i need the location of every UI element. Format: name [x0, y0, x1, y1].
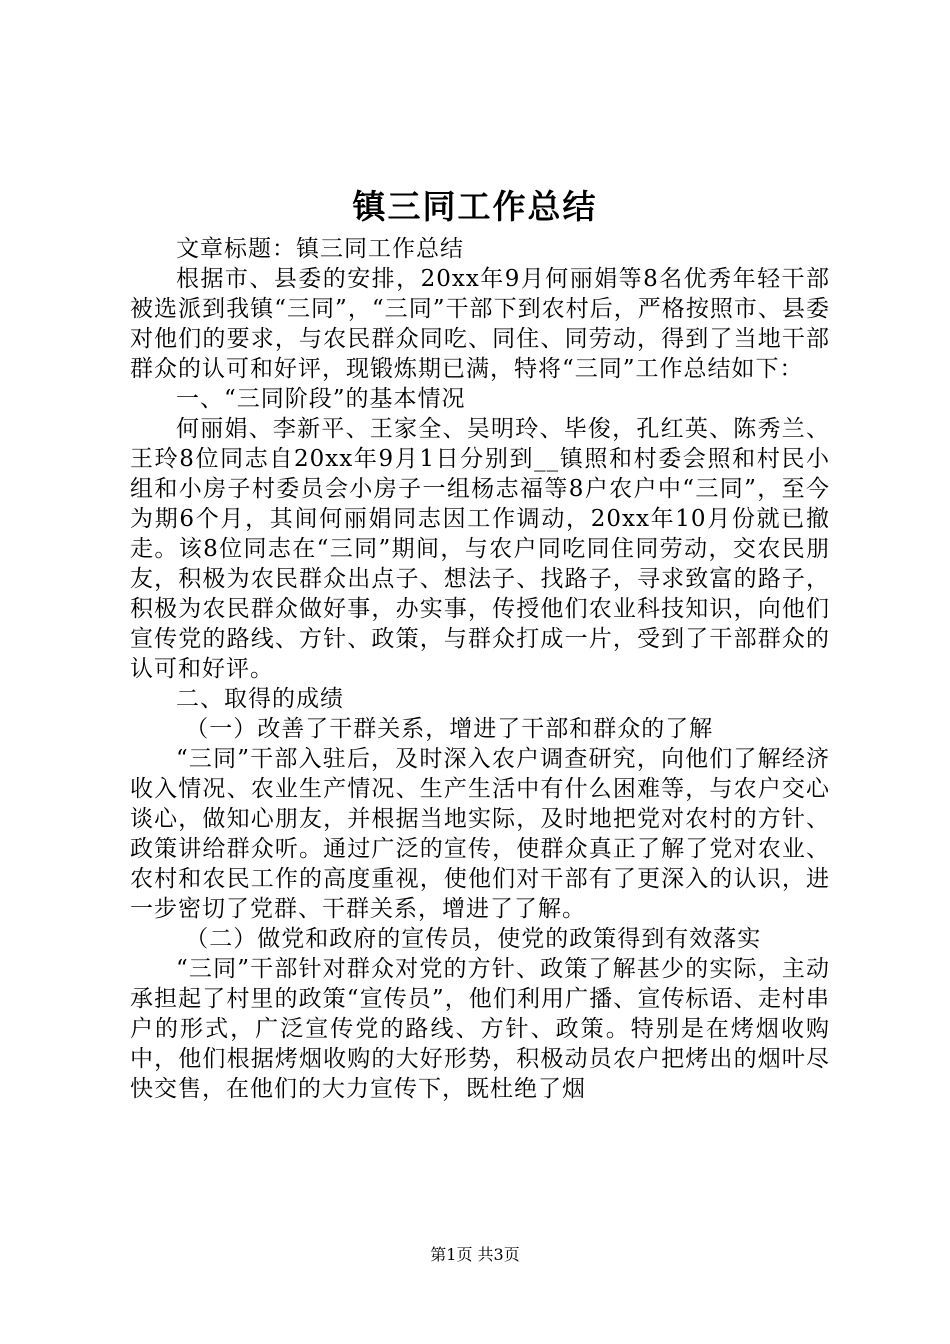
section-heading-2: 二、取得的成绩	[176, 686, 344, 712]
article-title-line: 文章标题：镇三同工作总结	[176, 236, 464, 262]
section-heading-1: 一、“三同阶段”的基本情况	[176, 386, 466, 412]
subsection-1-paragraph: “三同”干部入驻后，及时深入农户调查研究，向他们了解经济收入情况、农业生产情况、生产生活中有什么困难等，与农户交心谈心，做知心朋友，并根据当地实际，及时地把党对农村的方针、政策讲给群众听。通过广泛的宣传，使群众真正了解了党对农业、农村和农民工作的高度重视，使他们对干部有了更深入的认识，进一步密切了党群、干群关系，增进了了解。	[130, 746, 830, 922]
document-title: 镇三同工作总结	[352, 187, 598, 226]
section-1-paragraph: 何丽娟、李新平、王家全、吴明玲、毕俊，孔红英、陈秀兰、王玲8位同志自20xx年9月1日分别到__镇照和村委会照和村民小组和小房子村委员会小房子一组杨志福等8户农户中“三同”，至今为期6个月，其间何丽娟同志因工作调动，20xx年10月份就已撤走。该8位同志在“三同”期间，与农户同吃同住同劳动，交农民朋友，积极为农民群众出点子、想法子、找路子，寻求致富的路子，积极为农民群众做好事，办实事，传授他们农业科技知识，向他们宣传党的路线、方针、政策，与群众打成一片，受到了干部群众的认可和好评。	[130, 416, 830, 682]
subsection-heading-2: （二）做党和政府的宣传员，使党的政策得到有效落实	[185, 926, 762, 952]
page-number-footer: 第1页 共3页	[430, 1245, 520, 1264]
intro-paragraph: 根据市、县委的安排，20xx年9月何丽娟等8名优秀年轻干部被选派到我镇“三同”，“三同”干部下到农村后，严格按照市、县委对他们的要求，与农民群众同吃、同住、同劳动，得到了当地干部群众的认可和好评，现锻炼期已满，特将“三同”工作总结如下：	[130, 266, 830, 382]
document-body	[130, 234, 830, 1104]
subsection-2-paragraph: “三同”干部针对群众对党的方针、政策了解甚少的实际，主动承担起了村里的政策“宣传员”，他们利用广播、宣传标语、走村串户的形式，广泛宣传党的路线、方针、政策。特别是在烤烟收购中，他们根据烤烟收购的大好形势，积极动员农户把烤出的烟叶尽快交售，在他们的大力宣传下，既杜绝了烟	[130, 956, 830, 1102]
subsection-heading-1: （一）改善了干群关系，增进了干部和群众的了解	[185, 716, 714, 742]
